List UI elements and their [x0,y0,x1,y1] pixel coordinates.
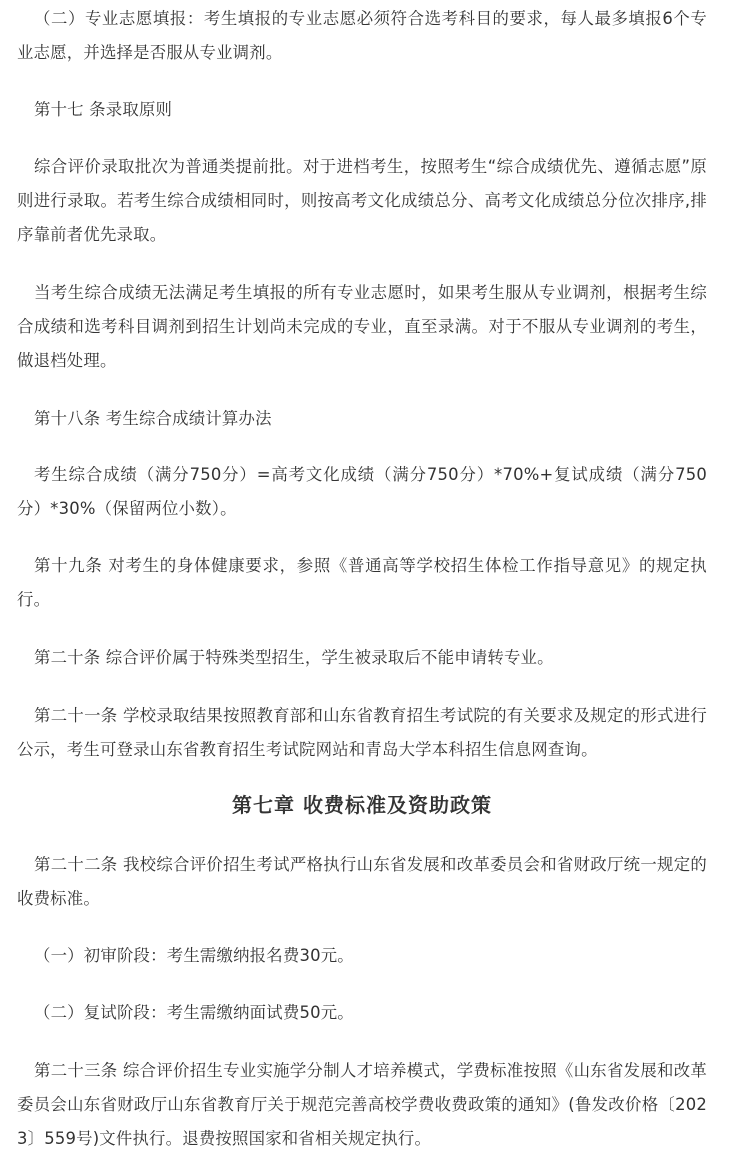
paragraph-major-adjustment: 当考生综合成绩无法满足考生填报的所有专业志愿时，如果考生服从专业调剂，根据考生综合成绩和选考科目调剂到招生计划尚未完成的专业，直至录满。对于不服从专业调剂的考生，做退档处理。 [17,283,707,370]
article-19-paragraph: 第十九条 对考生的身体健康要求，参照《普通高等学校招生体检工作指导意见》的规定执行。 [17,556,707,609]
paragraph-score-formula: 考生综合成绩（满分750分）=高考文化成绩（满分750分）*70%+复试成绩（满分750分）*30%（保留两位小数）。 [17,465,707,518]
paragraph-major-preference: （二）专业志愿填报：考生填报的专业志愿必须符合选考科目的要求，每人最多填报6个专业志愿，并选择是否服从专业调剂。 [17,9,707,62]
paragraph-initial-review-fee: （一）初审阶段：考生需缴纳报名费30元。 [34,946,354,965]
article-20-paragraph: 第二十条 综合评价属于特殊类型招生，学生被录取后不能申请转专业。 [34,648,554,667]
paragraph-admission-principle: 综合评价录取批次为普通类提前批。对于进档考生，按照考生“综合成绩优先、遵循志愿”原则进行录取。若考生综合成绩相同时，则按高考文化成绩总分、高考文化成绩总分位次排序,排序靠前者优先录取。 [17,157,707,244]
article-17-heading: 第十七 条录取原则 [34,100,173,119]
chapter-7-title: 第七章 收费标准及资助政策 [232,793,492,817]
paragraph-interview-fee: （二）复试阶段：考生需缴纳面试费50元。 [34,1003,354,1022]
article-18-heading: 第十八条 考生综合成绩计算办法 [34,409,272,428]
article-22-paragraph: 第二十二条 我校综合评价招生考试严格执行山东省发展和改革委员会和省财政厅统一规定的收费标准。 [17,855,707,908]
article-23-paragraph: 第二十三条 综合评价招生专业实施学分制人才培养模式，学费标准按照《山东省发展和改革委员会山东省财政厅山东省教育厅关于规范完善高校学费收费政策的通知》(鲁发改价格〔2023〕559号)文件执行。退费按照国家和省相关规定执行。 [17,1061,707,1148]
article-21-paragraph: 第二十一条 学校录取结果按照教育部和山东省教育招生考试院的有关要求及规定的形式进行公示，考生可登录山东省教育招生考试院网站和青岛大学本科招生信息网查询。 [17,706,707,759]
